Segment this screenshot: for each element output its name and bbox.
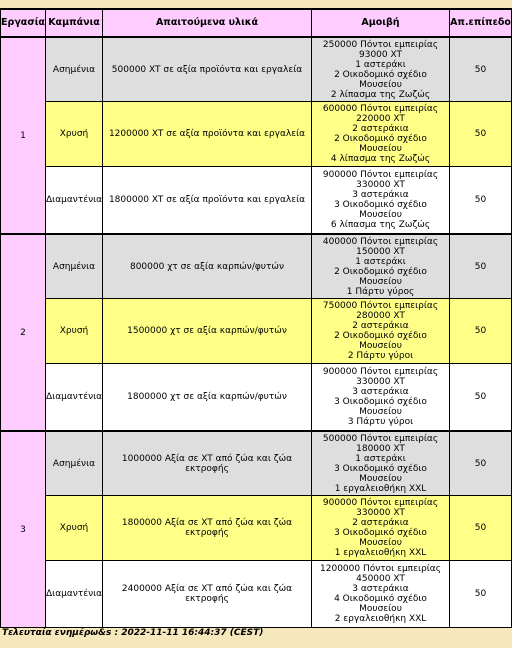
reward-line: 2 λίπασμα της Ζωζώς xyxy=(330,89,431,100)
reward-line: 330000 XT xyxy=(356,377,405,387)
reward-line: Μουσείου xyxy=(359,144,402,154)
table-row xyxy=(1,37,512,102)
table-body xyxy=(1,37,512,628)
reward-line: 3 αστεράκια xyxy=(352,387,409,397)
reward-line: 2 Πάρτυ γύροι xyxy=(347,351,414,361)
reward-line: 330000 XT xyxy=(356,180,405,190)
reward-line: 2 αστεράκια xyxy=(352,518,409,528)
reward-line: Μουσείου xyxy=(359,538,402,548)
reward-line: 3 Οικοδομικό σχέδιο xyxy=(334,463,427,474)
level-cell: 50 xyxy=(450,234,512,299)
reward-line: 180000 XT xyxy=(356,443,405,454)
reward-cell xyxy=(312,37,450,102)
reward-line: 400000 Πόντοι εμπειρίας xyxy=(322,236,439,247)
campaign-cell: Διαμαντένια xyxy=(46,561,103,628)
reward-cell xyxy=(312,102,450,167)
reward-line: 2 Οικοδομικό σχέδιο xyxy=(334,331,427,341)
reward-line: 1 αστεράκι xyxy=(355,256,406,267)
reward-line: 900000 Πόντοι εμπειρίας xyxy=(322,367,439,377)
reward-line: 2 Οικοδομικό σχέδιο xyxy=(334,69,427,80)
header-task: Εργασία xyxy=(1,9,46,37)
campaign-cell: Ασημένια xyxy=(46,431,103,496)
reward-line: 2 Οικοδομικό σχέδιο xyxy=(334,266,427,277)
reward-line: 1 εργαλειοθήκη XXL xyxy=(334,548,427,558)
level-cell: 50 xyxy=(450,37,512,102)
campaign-table xyxy=(0,8,512,628)
campaign-cell: Διαμαντένια xyxy=(46,167,103,235)
campaign-cell: Χρυσή xyxy=(46,299,103,364)
reward-cell xyxy=(312,364,450,432)
header-campaign: Καμπάνια xyxy=(46,9,103,37)
reward-line: 1200000 Πόντοι εμπειρίας xyxy=(320,564,441,574)
reward-line: 3 Οικοδομικό σχέδιο xyxy=(334,528,427,538)
materials-cell: 2400000 Αξία σε XT από ζώα και ζώα εκτροφής xyxy=(103,561,312,628)
reward-line: 2 εργαλειοθήκη XXL xyxy=(334,614,427,624)
reward-line: 150000 XT xyxy=(356,246,405,257)
reward-line: Μουσείου xyxy=(359,79,402,90)
table-row xyxy=(1,102,512,167)
reward-line: 3 Οικοδομικό σχέδιο xyxy=(334,200,427,210)
materials-cell: 1500000 χτ σε αξία καρπών/φυτών xyxy=(103,299,312,364)
reward-line: Μουσείου xyxy=(359,276,402,287)
reward-line: 4 Οικοδομικό σχέδιο xyxy=(334,594,427,604)
reward-line: Μουσείου xyxy=(359,407,402,417)
reward-cell xyxy=(312,431,450,496)
reward-line: 1 αστεράκι xyxy=(355,59,406,70)
reward-line: 600000 Πόντοι εμπειρίας xyxy=(322,104,439,114)
table-row xyxy=(1,167,512,235)
reward-line: 3 Οικοδομικό σχέδιο xyxy=(334,397,427,407)
reward-line: Μουσείου xyxy=(359,341,402,351)
level-cell: 50 xyxy=(450,496,512,561)
materials-cell: 1200000 XT σε αξία προϊόντα και εργαλεία xyxy=(103,102,312,167)
level-cell: 50 xyxy=(450,561,512,628)
reward-line: 280000 XT xyxy=(356,311,405,321)
reward-cell xyxy=(312,496,450,561)
table-row xyxy=(1,364,512,432)
reward-cell xyxy=(312,299,450,364)
materials-cell: 1800000 χτ σε αξία καρπών/φυτών xyxy=(103,364,312,432)
reward-line: 3 αστεράκια xyxy=(352,584,409,594)
table-row xyxy=(1,431,512,496)
reward-line: 2 αστεράκια xyxy=(352,124,409,134)
reward-line: 6 λίπασμα της Ζωζώς xyxy=(330,220,431,230)
level-cell: 50 xyxy=(450,431,512,496)
campaign-cell: Χρυσή xyxy=(46,102,103,167)
reward-line: Μουσείου xyxy=(359,473,402,484)
reward-line: 3 αστεράκια xyxy=(352,190,409,200)
table-row xyxy=(1,496,512,561)
reward-line: 220000 XT xyxy=(356,114,405,124)
reward-cell xyxy=(312,167,450,235)
level-cell: 50 xyxy=(450,102,512,167)
campaign-cell: Χρυσή xyxy=(46,496,103,561)
reward-line: Μουσείου xyxy=(359,604,402,614)
reward-line: 1 αστεράκι xyxy=(355,453,406,464)
reward-line: 1 εργαλειοθήκη XXL xyxy=(334,483,427,494)
reward-line: 750000 Πόντοι εμπειρίας xyxy=(322,301,439,311)
materials-cell: 1800000 XT σε αξία προϊόντα και εργαλεία xyxy=(103,167,312,235)
last-updated: Τελευταία ενημέρω&s : 2022-11-11 16:44:37 (CEST) xyxy=(2,628,264,638)
reward-line: 900000 Πόντοι εμπειρίας xyxy=(322,498,439,508)
task-number: 1 xyxy=(1,37,46,234)
materials-cell: 800000 χτ σε αξία καρπών/φυτών xyxy=(103,234,312,299)
task-number: 2 xyxy=(1,234,46,431)
reward-line: 330000 XT xyxy=(356,508,405,518)
reward-line: Μουσείου xyxy=(359,210,402,220)
reward-line: 2 αστεράκια xyxy=(352,321,409,331)
level-cell: 50 xyxy=(450,364,512,432)
reward-line: 4 λίπασμα της Ζωζώς xyxy=(330,154,431,164)
campaign-cell: Ασημένια xyxy=(46,234,103,299)
table-header-row xyxy=(1,9,512,37)
reward-line: 3 Πάρτυ γύροι xyxy=(347,417,414,427)
table-row xyxy=(1,561,512,628)
reward-line: 450000 XT xyxy=(356,574,405,584)
task-number: 3 xyxy=(1,431,46,628)
materials-cell: 1800000 Αξία σε XT από ζώα και ζώα εκτροφής xyxy=(103,496,312,561)
reward-line: 93000 XT xyxy=(359,49,402,60)
table-row xyxy=(1,299,512,364)
level-cell: 50 xyxy=(450,167,512,235)
campaign-cell: Ασημένια xyxy=(46,37,103,102)
campaign-cell: Διαμαντένια xyxy=(46,364,103,432)
reward-line: 2 Οικοδομικό σχέδιο xyxy=(334,134,427,144)
materials-cell: 1000000 Αξία σε XT από ζώα και ζώα εκτροφής xyxy=(103,431,312,496)
header-level: Απ.επίπεδο xyxy=(450,9,512,37)
reward-cell xyxy=(312,561,450,628)
header-reward: Αμοιβή xyxy=(312,9,450,37)
reward-line: 1 Πάρτυ γύρος xyxy=(346,286,415,297)
reward-line: 250000 Πόντοι εμπειρίας xyxy=(322,39,439,50)
reward-line: 900000 Πόντοι εμπειρίας xyxy=(322,170,439,180)
level-cell: 50 xyxy=(450,299,512,364)
materials-cell: 500000 XT σε αξία προϊόντα και εργαλεία xyxy=(103,37,312,102)
reward-line: 500000 Πόντοι εμπειρίας xyxy=(322,433,439,444)
header-materials: Απαιτούμενα υλικά xyxy=(103,9,312,37)
reward-cell xyxy=(312,234,450,299)
table-row xyxy=(1,234,512,299)
